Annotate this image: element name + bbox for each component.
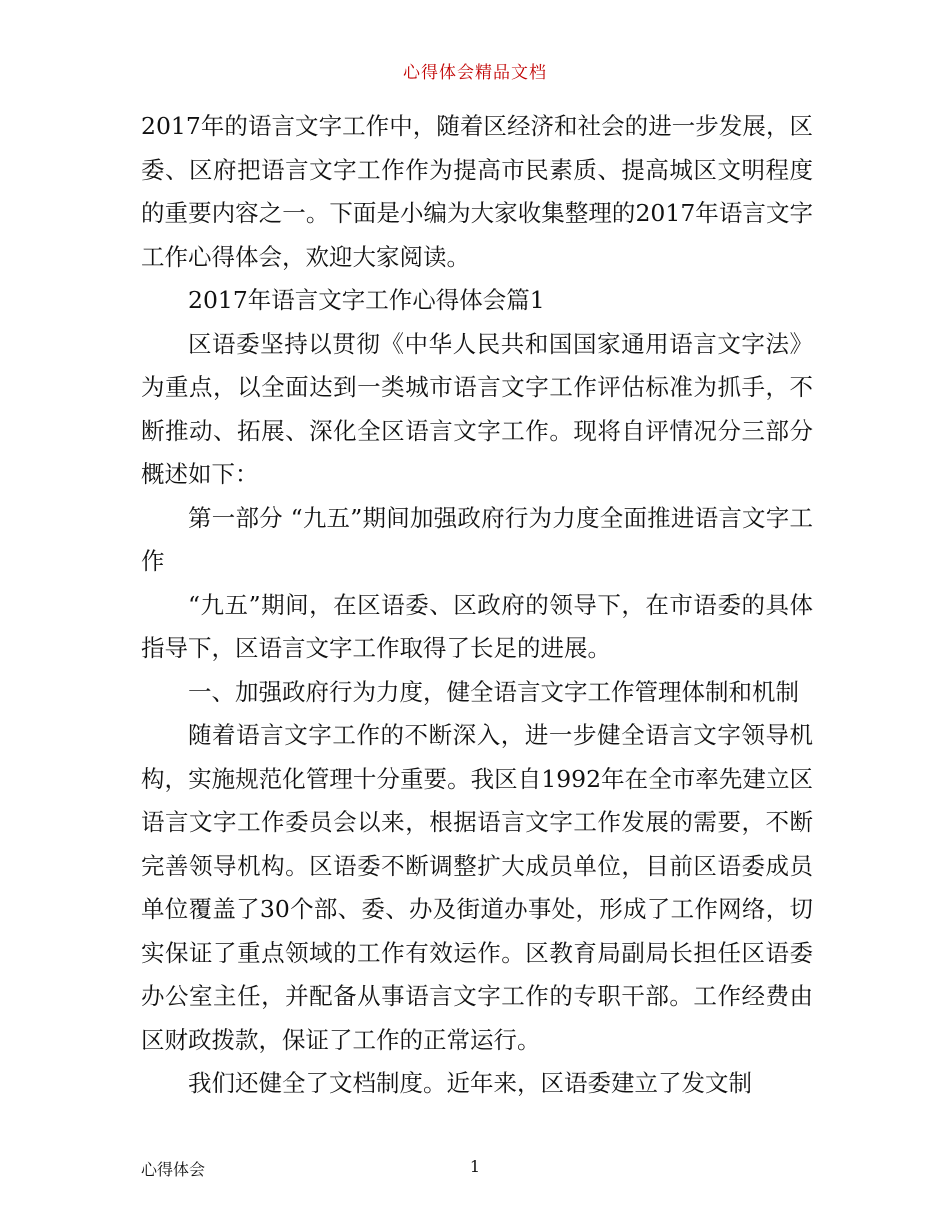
body-paragraph: “九五”期间，在区语委、区政府的领导下，在市语委的具体指导下，区语言文字工作取得了长足的进展。 [141,590,813,662]
intro-paragraph: 2017年的语言文字工作中，随着区经济和社会的进一步发展，区委、区府把语言文字工作作为提高市民素质、提高城区文明程度的重要内容之一。下面是小编为大家收集整理的2017年语言文字工作心得体会，欢迎大家阅读。 [141,112,813,271]
document-header-title: 心得体会精品文档 [403,63,547,83]
subsection-heading: 一、加强政府行为力度，健全语言文字工作管理体制和机制 [188,677,799,706]
footer-label: 心得体会 [141,1160,206,1179]
part-heading: 第一部分 “九五”期间加强政府行为力度全面推进语言文字工作 [141,503,813,575]
section-heading: 2017年语言文字工作心得体会篇1 [188,286,545,314]
body-paragraph: 区语委坚持以贯彻《中华人民共和国国家通用语言文字法》为重点，以全面达到一类城市语言文字工作评估标准为抓手，不断推动、拓展、深化全区语言文字工作。现将自评情况分三部分概述如下： [141,329,813,488]
page-number: 1 [469,1157,481,1176]
document-body [141,105,813,1106]
body-paragraph: 随着语言文字工作的不断深入，进一步健全语言文字领导机构，实施规范化管理十分重要。我区自1992年在全市率先建立区语言文字工作委员会以来，根据语言文字工作发展的需要，不断完善领导机构。区语委不断调整扩大成员单位，目前区语委成员单位覆盖了30个部、委、办及街道办事处，形成了工作网络，切实保证了重点领域的工作有效运作。区教育局副局长担任区语委办公室主任，并配备从事语言文字工作的专职干部。工作经费由区财政拨款，保证了工作的正常运行。 [141,721,813,1054]
body-paragraph: 我们还健全了文档制度。近年来，区语委建立了发文制 [188,1069,752,1097]
